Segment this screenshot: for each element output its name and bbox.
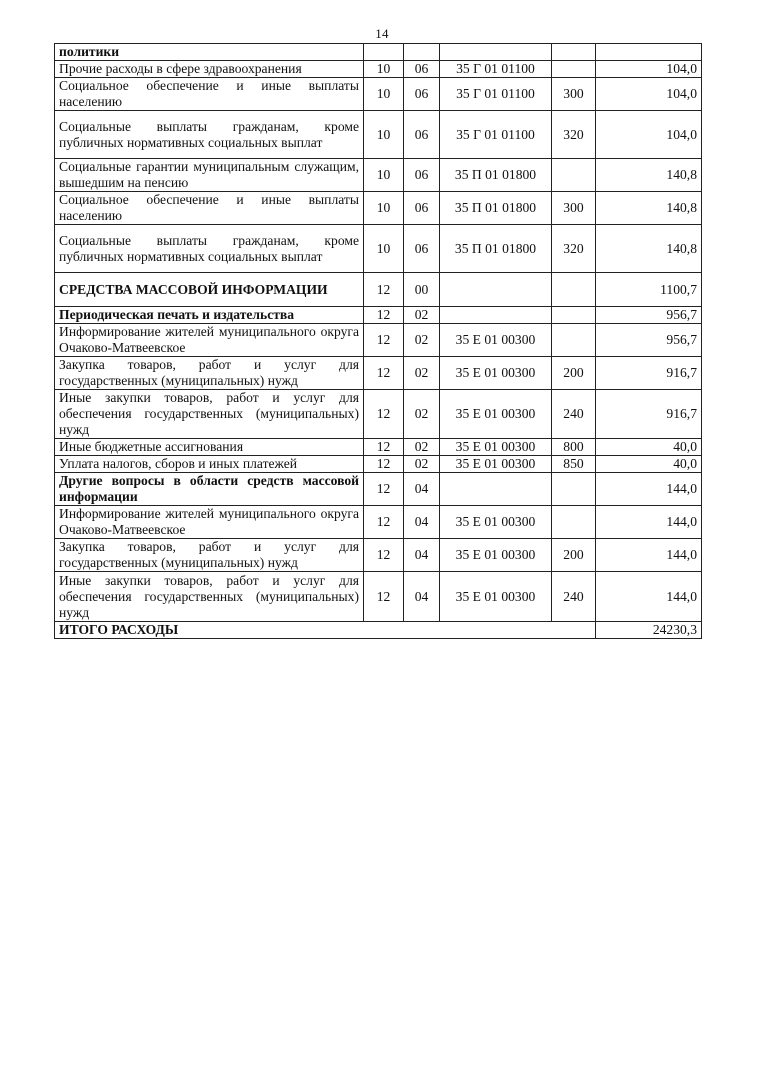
expense-type-code [552,307,596,324]
section-code: 12 [364,357,404,390]
expense-type-code: 200 [552,357,596,390]
expense-type-code [552,61,596,78]
page-number: 14 [375,26,389,41]
section-code: 10 [364,61,404,78]
subsection-code: 04 [404,506,440,539]
section-code: 12 [364,307,404,324]
target-article-code [440,273,552,307]
section-code: 12 [364,572,404,622]
table-row [55,473,702,506]
target-article-code: 35 П 01 01800 [440,225,552,273]
subsection-code: 04 [404,539,440,572]
subsection-code: 02 [404,324,440,357]
subsection-code: 04 [404,572,440,622]
budget-item-name: Иные закупки товаров, работ и услуг для обеспечения государственных (муниципальных) нужд [55,390,364,439]
section-code: 10 [364,192,404,225]
subsection-code: 06 [404,61,440,78]
target-article-code: 35 Е 01 00300 [440,357,552,390]
table-row [55,539,702,572]
subsection-code: 06 [404,225,440,273]
target-article-code [440,307,552,324]
table-row [55,61,702,78]
budget-item-name: Социальные выплаты гражданам, кроме публичных нормативных социальных выплат [55,225,364,273]
expense-type-code [552,506,596,539]
subsection-code: 04 [404,473,440,506]
table-row [55,225,702,273]
target-article-code: 35 Е 01 00300 [440,506,552,539]
expense-type-code: 300 [552,78,596,111]
target-article-code: 35 П 01 01800 [440,192,552,225]
section-code: 12 [364,539,404,572]
amount [596,44,702,61]
expense-type-code [552,473,596,506]
expense-type-code: 200 [552,539,596,572]
section-code: 12 [364,273,404,307]
amount: 104,0 [596,111,702,159]
subsection-code: 02 [404,390,440,439]
budget-item-name: Социальное обеспечение и иные выплаты населению [55,78,364,111]
subsection-code: 02 [404,439,440,456]
amount: 1100,7 [596,273,702,307]
expense-type-code: 240 [552,390,596,439]
target-article-code: 35 Е 01 00300 [440,324,552,357]
target-article-code: 35 Г 01 01100 [440,61,552,78]
budget-item-name: политики [55,44,364,61]
budget-item-name: Закупка товаров, работ и услуг для государственных (муниципальных) нужд [55,539,364,572]
subsection-code: 02 [404,456,440,473]
budget-item-name: Другие вопросы в области средств массовой информации [55,473,364,506]
amount: 104,0 [596,61,702,78]
expense-type-code: 240 [552,572,596,622]
table-row [55,159,702,192]
budget-item-name: Периодическая печать и издательства [55,307,364,324]
table-row [55,273,702,307]
amount: 104,0 [596,78,702,111]
amount: 40,0 [596,439,702,456]
expense-type-code: 320 [552,225,596,273]
subsection-code: 06 [404,111,440,159]
budget-item-name: Социальные выплаты гражданам, кроме публичных нормативных социальных выплат [55,111,364,159]
table-row [55,192,702,225]
section-code: 12 [364,473,404,506]
budget-item-name: Закупка товаров, работ и услуг для государственных (муниципальных) нужд [55,357,364,390]
target-article-code [440,473,552,506]
section-code: 12 [364,324,404,357]
target-article-code: 35 Г 01 01100 [440,111,552,159]
target-article-code: 35 Е 01 00300 [440,456,552,473]
amount: 956,7 [596,324,702,357]
target-article-code: 35 Е 01 00300 [440,572,552,622]
expense-type-code: 800 [552,439,596,456]
section-code: 10 [364,78,404,111]
table-row [55,456,702,473]
target-article-code: 35 П 01 01800 [440,159,552,192]
budget-item-name: Иные закупки товаров, работ и услуг для обеспечения государственных (муниципальных) нужд [55,572,364,622]
table-row [55,111,702,159]
section-code: 10 [364,159,404,192]
amount: 144,0 [596,572,702,622]
amount: 916,7 [596,357,702,390]
amount: 144,0 [596,506,702,539]
amount: 140,8 [596,159,702,192]
expense-type-code: 850 [552,456,596,473]
table-row [55,357,702,390]
section-code: 12 [364,390,404,439]
budget-item-name: Уплата налогов, сборов и иных платежей [55,456,364,473]
subsection-code: 00 [404,273,440,307]
section-code [364,44,404,61]
table-row [55,506,702,539]
expense-type-code: 320 [552,111,596,159]
table-row [55,390,702,439]
table-row [55,324,702,357]
subsection-code: 02 [404,307,440,324]
amount: 144,0 [596,473,702,506]
budget-item-name: Прочие расходы в сфере здравоохранения [55,61,364,78]
amount: 956,7 [596,307,702,324]
target-article-code: 35 Е 01 00300 [440,439,552,456]
expense-type-code [552,44,596,61]
subsection-code: 02 [404,357,440,390]
amount: 144,0 [596,539,702,572]
budget-item-name: СРЕДСТВА МАССОВОЙ ИНФОРМАЦИИ [55,273,364,307]
expenditure-table [54,43,702,639]
expense-type-code [552,159,596,192]
section-code: 10 [364,225,404,273]
subsection-code: 06 [404,159,440,192]
target-article-code: 35 Е 01 00300 [440,539,552,572]
table-row [55,44,702,61]
subsection-code: 06 [404,78,440,111]
total-amount: 24230,3 [596,622,702,639]
target-article-code [440,44,552,61]
budget-item-name: Социальные гарантии муниципальным служащим, вышедшим на пенсию [55,159,364,192]
amount: 140,8 [596,192,702,225]
budget-item-name: Иные бюджетные ассигнования [55,439,364,456]
section-code: 12 [364,506,404,539]
section-code: 10 [364,111,404,159]
table-body [55,44,702,639]
total-label: ИТОГО РАСХОДЫ [55,622,596,639]
total-row [55,622,702,639]
expense-type-code: 300 [552,192,596,225]
budget-item-name: Социальное обеспечение и иные выплаты населению [55,192,364,225]
section-code: 12 [364,439,404,456]
table-row [55,572,702,622]
amount: 40,0 [596,456,702,473]
expense-type-code [552,273,596,307]
subsection-code: 06 [404,192,440,225]
section-code: 12 [364,456,404,473]
table-row [55,439,702,456]
amount: 916,7 [596,390,702,439]
budget-item-name: Информирование жителей муниципального округа Очаково-Матвеевское [55,324,364,357]
budget-item-name: Информирование жителей муниципального округа Очаково-Матвеевское [55,506,364,539]
subsection-code [404,44,440,61]
amount: 140,8 [596,225,702,273]
table-row [55,78,702,111]
target-article-code: 35 Е 01 00300 [440,390,552,439]
table-row [55,307,702,324]
expense-type-code [552,324,596,357]
target-article-code: 35 Г 01 01100 [440,78,552,111]
